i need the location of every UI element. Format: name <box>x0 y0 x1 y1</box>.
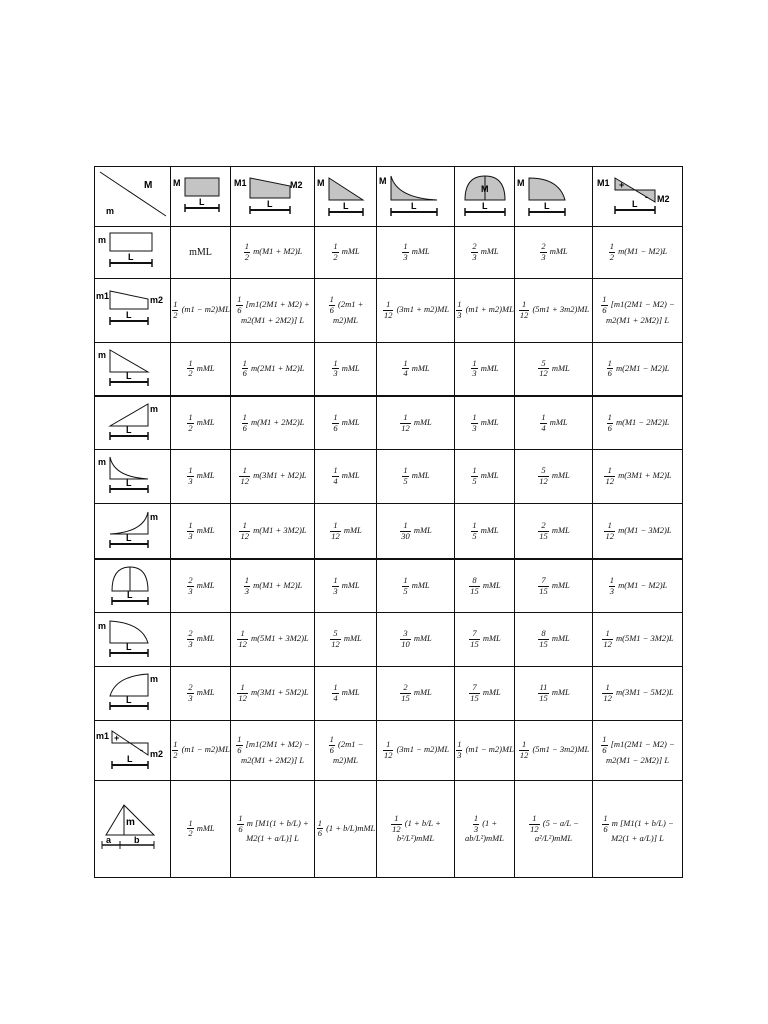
formula-cell: $\frac{1}{12}$ m(M1 − 3M2)L <box>593 503 683 559</box>
formula-cell: $\frac{1}{12}$ (3m1 − m2)ML <box>377 720 455 780</box>
formula-cell: $\frac{1}{12}$ (1 + b/L + b²/L²)mML <box>377 780 455 877</box>
formula-cell: $\frac{1}{2}$ m(M1 + M2)L <box>231 226 315 278</box>
length-label: L <box>126 590 132 601</box>
ordinate-label: m <box>149 512 158 522</box>
header-row <box>95 167 683 227</box>
formula-cell: $\frac{1}{2}$ mML <box>171 780 231 877</box>
moment-label: M <box>173 178 181 189</box>
formula-cell: $\frac{1}{4}$ mML <box>515 396 593 450</box>
formula-cell: $\frac{7}{15}$ mML <box>515 559 593 613</box>
formula-cell: $\frac{1}{6}$ (2m1 + m2)ML <box>315 278 377 342</box>
length-label: L <box>544 201 550 212</box>
table-row <box>95 667 683 721</box>
convex-parabola-left-diagram-icon <box>515 167 593 227</box>
corner-moment-label: M <box>143 179 152 191</box>
formula-cell: $\frac{1}{6}$ (1 + b/L)mML <box>315 780 377 877</box>
formula-cell: $\frac{2}{3}$ mML <box>171 559 231 613</box>
moment-label-2: M2 <box>656 194 670 205</box>
table-row <box>95 503 683 559</box>
table-row <box>95 226 683 278</box>
row-diagram-icon <box>95 396 171 450</box>
formula-cell: $\frac{5}{12}$ mML <box>315 613 377 667</box>
formula-cell: $\frac{2}{3}$ mML <box>455 226 515 278</box>
formula-cell: $\frac{2}{15}$ mML <box>377 667 455 721</box>
length-label: L <box>125 478 131 489</box>
formula-cell: $\frac{1}{5}$ mML <box>455 503 515 559</box>
formula-cell: $\frac{1}{3}$ mML <box>171 450 231 504</box>
minus-sign: - <box>644 192 648 203</box>
formula-cell: $\frac{1}{6}$ m(2M1 − M2)L <box>593 342 683 396</box>
formula-cell: $\frac{1}{12}$ m(3M1 + 5M2)L <box>231 667 315 721</box>
formula-cell: $\frac{1}{3}$ mML <box>455 396 515 450</box>
formula-cell: $\frac{1}{6}$ m(2M1 + M2)L <box>231 342 315 396</box>
corner-cell <box>95 167 171 227</box>
ordinate-label: m <box>125 816 135 828</box>
rectangle-diagram-icon <box>171 167 231 227</box>
formula-cell: $\frac{5}{12}$ mML <box>515 342 593 396</box>
length-label: L <box>126 754 132 765</box>
symmetric-parabola-diagram-icon <box>455 167 515 227</box>
row-diagram-icon <box>95 780 171 877</box>
formula-cell: $\frac{1}{12}$ m(M1 + 3M2)L <box>231 503 315 559</box>
row-diagram-icon <box>95 503 171 559</box>
moment-label-1: M1 <box>596 178 610 189</box>
formula-cell: $\frac{1}{12}$ (5 − a/L − a²/L²)mML <box>515 780 593 877</box>
row-diagram-icon <box>95 559 171 613</box>
ordinate-label-1: m1 <box>95 291 109 302</box>
formula-cell: mML <box>171 226 231 278</box>
antisymmetric-trapezoid-diagram-icon <box>593 167 683 227</box>
row-diagram-icon <box>95 720 171 780</box>
formula-cell: $\frac{1}{3}$ (m1 − m2)ML <box>455 720 515 780</box>
row-diagram-icon <box>95 613 171 667</box>
formula-cell: $\frac{2}{3}$ mML <box>171 613 231 667</box>
table-row <box>95 613 683 667</box>
formula-cell: $\frac{1}{2}$ mML <box>171 396 231 450</box>
formula-cell: $\frac{1}{6}$ m [M1(1 + b/L) + M2(1 + a/L)] L <box>231 780 315 877</box>
formula-cell: $\frac{1}{3}$ m(M1 − M2)L <box>593 559 683 613</box>
row-diagram-icon <box>95 278 171 342</box>
formula-cell: $\frac{1}{12}$ mML <box>315 503 377 559</box>
length-label: L <box>125 641 131 652</box>
formula-cell: $\frac{3}{10}$ mML <box>377 613 455 667</box>
ordinate-label: m <box>149 674 158 685</box>
length-label: L <box>482 201 488 212</box>
row-diagram-icon <box>95 226 171 278</box>
length-label: L <box>411 201 417 212</box>
formula-cell: $\frac{2}{3}$ mML <box>171 667 231 721</box>
formula-cell: $\frac{1}{6}$ m(M1 + 2M2)L <box>231 396 315 450</box>
formula-cell: $\frac{1}{3}$ mML <box>377 226 455 278</box>
formula-cell: $\frac{1}{12}$ m(3M1 + M2)L <box>231 450 315 504</box>
ordinate-label: m <box>97 457 106 468</box>
formula-cell: $\frac{1}{5}$ mML <box>377 450 455 504</box>
row-diagram-icon <box>95 342 171 396</box>
ordinate-label-2: m2 <box>149 749 163 760</box>
formula-cell: $\frac{5}{12}$ mML <box>515 450 593 504</box>
formula-cell: $\frac{1}{2}$ m(M1 − M2)L <box>593 226 683 278</box>
formula-cell: $\frac{1}{3}$ mML <box>171 503 231 559</box>
trapezoid-diagram-icon <box>231 167 315 227</box>
formula-cell: $\frac{1}{12}$ m(5M1 + 3M2)L <box>231 613 315 667</box>
formula-cell: $\frac{1}{6}$ [m1(2M1 + M2) − m2(M1 + 2M2)] L <box>231 720 315 780</box>
formula-cell: $\frac{8}{15}$ mML <box>455 559 515 613</box>
formula-cell: $\frac{1}{4}$ mML <box>315 667 377 721</box>
moment-label-1: M1 <box>233 178 247 189</box>
formula-cell: $\frac{1}{3}$ mML <box>315 559 377 613</box>
table-row <box>95 780 683 877</box>
formula-cell: $\frac{1}{3}$ mML <box>455 342 515 396</box>
formula-cell: $\frac{1}{4}$ mML <box>377 342 455 396</box>
plus-sign: + <box>618 180 624 191</box>
ordinate-label: m <box>97 349 106 360</box>
formula-cell: $\frac{1}{12}$ (5m1 − 3m2)ML <box>515 720 593 780</box>
formula-cell: $\frac{7}{15}$ mML <box>455 613 515 667</box>
ordinate-label-2: m2 <box>149 295 163 306</box>
segment-a-label: a <box>105 834 111 845</box>
formula-cell: $\frac{2}{15}$ mML <box>515 503 593 559</box>
formula-cell: $\frac{1}{6}$ mML <box>315 396 377 450</box>
integration-table <box>94 166 683 878</box>
formula-cell: $\frac{1}{6}$ [m1(2M1 + M2) + m2(M1 + 2M2)] L <box>231 278 315 342</box>
formula-cell: $\frac{11}{15}$ mML <box>515 667 593 721</box>
row-diagram-icon <box>95 667 171 721</box>
formula-cell: $\frac{1}{30}$ mML <box>377 503 455 559</box>
moment-label: M <box>317 178 325 189</box>
formula-cell: $\frac{1}{12}$ m(3M1 − 5M2)L <box>593 667 683 721</box>
length-label: L <box>266 199 272 210</box>
ordinate-label: m <box>97 620 106 631</box>
length-label: L <box>125 310 131 321</box>
formula-cell: $\frac{1}{6}$ m(M1 − 2M2)L <box>593 396 683 450</box>
formula-cell: $\frac{1}{12}$ (5m1 + 3m2)ML <box>515 278 593 342</box>
corner-ordinate-label: m <box>105 205 114 216</box>
ordinate-label-1: m1 <box>95 731 109 742</box>
formula-cell: $\frac{1}{2}$ (m1 − m2)ML <box>171 720 231 780</box>
triangle-left-diagram-icon <box>315 167 377 227</box>
ordinate-label: m <box>97 235 106 246</box>
formula-cell: $\frac{1}{2}$ mML <box>315 226 377 278</box>
table-row <box>95 559 683 613</box>
table-row <box>95 342 683 396</box>
length-label: L <box>125 533 131 543</box>
formula-cell: $\frac{1}{12}$ m(3M1 + M2)L <box>593 450 683 504</box>
formula-cell: $\frac{1}{3}$ mML <box>315 342 377 396</box>
table-row <box>95 450 683 504</box>
formula-cell: $\frac{1}{2}$ (m1 − m2)ML <box>171 278 231 342</box>
formula-cell: $\frac{1}{3}$ m(M1 + M2)L <box>231 559 315 613</box>
concave-parabola-left-diagram-icon <box>377 167 455 227</box>
moment-label: M <box>517 178 525 189</box>
formula-cell: $\frac{7}{15}$ mML <box>455 667 515 721</box>
minus-sign: - <box>139 745 143 756</box>
plus-sign: + <box>113 733 119 744</box>
table-row <box>95 396 683 450</box>
ordinate-label: m <box>149 404 158 414</box>
length-label: L <box>125 370 131 381</box>
formula-cell: $\frac{1}{3}$ (1 + ab/L²)mML <box>455 780 515 877</box>
length-label: L <box>125 695 131 706</box>
formula-cell: $\frac{2}{3}$ mML <box>515 226 593 278</box>
formula-cell: $\frac{1}{6}$ m [M1(1 + b/L) − M2(1 + a/L)] L <box>593 780 683 877</box>
formula-cell: $\frac{1}{12}$ (3m1 + m2)ML <box>377 278 455 342</box>
formula-cell: $\frac{1}{5}$ mML <box>377 559 455 613</box>
row-diagram-icon <box>95 450 171 504</box>
formula-cell: $\frac{1}{6}$ [m1(2M1 − M2) − m2(M1 − 2M2)] L <box>593 720 683 780</box>
table-row <box>95 720 683 780</box>
length-label: L <box>199 197 205 208</box>
moment-label: M <box>379 176 387 187</box>
formula-cell: $\frac{1}{6}$ [m1(2M1 − M2) − m2(M1 + 2M2)] L <box>593 278 683 342</box>
length-label: L <box>125 425 131 435</box>
segment-b-label: b <box>133 834 139 845</box>
length-label: L <box>343 201 349 212</box>
formula-cell: $\frac{8}{15}$ mML <box>515 613 593 667</box>
formula-cell: $\frac{1}{12}$ mML <box>377 396 455 450</box>
formula-cell: $\frac{1}{12}$ m(5M1 − 3M2)L <box>593 613 683 667</box>
length-label: L <box>127 252 133 263</box>
table-row <box>95 278 683 342</box>
moment-label-2: M2 <box>289 180 303 191</box>
moment-label: M <box>481 184 489 195</box>
formula-cell: $\frac{1}{3}$ (m1 + m2)ML <box>455 278 515 342</box>
formula-cell: $\frac{1}{6}$ (2m1 − m2)ML <box>315 720 377 780</box>
formula-cell: $\frac{1}{5}$ mML <box>455 450 515 504</box>
length-label: L <box>631 199 637 210</box>
formula-cell: $\frac{1}{2}$ mML <box>171 342 231 396</box>
formula-cell: $\frac{1}{4}$ mML <box>315 450 377 504</box>
